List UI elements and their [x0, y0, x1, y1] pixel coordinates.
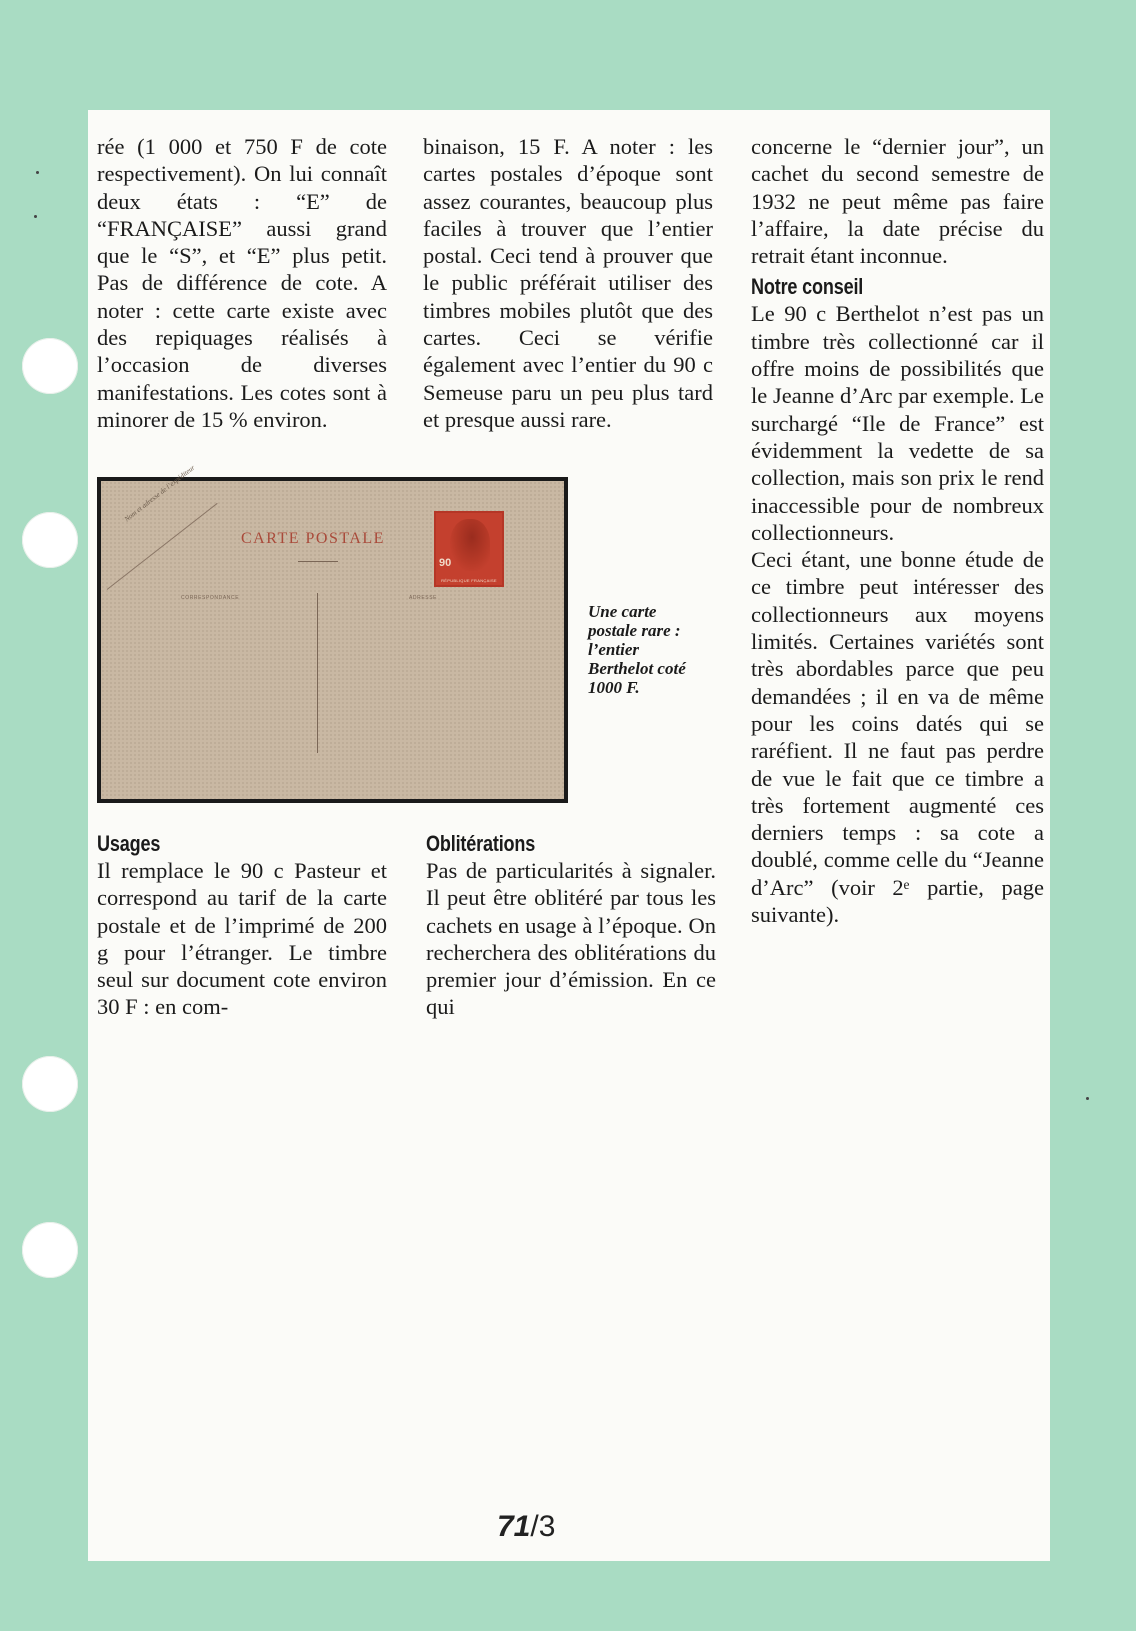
paragraph: concerne le “dernier jour”, un cachet du second semestre de 1932 ne peut même pas faire l’affaire, la date précise du retrait étant inconnue. [751, 134, 1044, 269]
speck [34, 215, 37, 218]
postcard-sender-text: Nom et adresse de l’expéditeur [123, 463, 197, 524]
speck [1086, 1097, 1089, 1100]
figure-caption: Une carte postale rare : l’entier Berthelot coté 1000 F. [588, 602, 686, 697]
postcard-adresse-label: ADRESSE [409, 595, 438, 601]
postcard-correspondance-label: CORRESPONDANCE [181, 595, 240, 601]
page-number-separator: / [530, 1510, 539, 1543]
paragraph: Pas de particularités à signaler. Il peut être oblitéré par tous les cachets en usage à l’époque. On recherchera des oblitérations du premier jour d’émission. En ce qui [426, 858, 716, 1020]
left-column-top [97, 133, 387, 433]
stamp-value: 90 [439, 557, 452, 569]
page-number [497, 1510, 555, 1544]
binder-hole [22, 512, 78, 568]
stamp-country: RÉPUBLIQUE FRANÇAISE [441, 578, 497, 583]
binder-hole [22, 1222, 78, 1278]
section-heading-obliterations: Oblitérations [426, 831, 536, 856]
paragraph: Ceci étant, une bonne étude de ce timbre peut intéresser des collectionneurs aux moyens limités. Certaines variétés sont très abordables parce que peu demandées ; il en va de même pour les coins datés qui se raréfient. Il ne faut pas perdre de vue le fait que ce timbre a très fortement augmenté ces derniers temps : sa cote a doublé, comme celle du “Jeanne d’Arc” (voir 2ᵉ partie, page suivante). [751, 547, 1044, 928]
page-number-part: 3 [538, 1510, 556, 1543]
binder-hole [22, 338, 78, 394]
paragraph: Le 90 c Berthelot n’est pas un timbre très collectionné car il offre moins de possibilités que le Jeanne d’Arc par exemple. Le surchargé “Ile de France” est évidemment la vedette de sa collection, mais son prix le rend inaccessible pour de nombreux collectionneurs. [751, 301, 1044, 545]
postcard-image [101, 463, 564, 799]
middle-column-top [423, 133, 713, 433]
left-column-bottom [97, 830, 387, 1021]
postcard-divider [298, 561, 338, 562]
stamp [434, 511, 504, 587]
postcard-photo [97, 463, 568, 803]
right-column [751, 133, 1044, 928]
section-heading-usages: Usages [97, 831, 161, 856]
stamp-portrait [450, 519, 490, 571]
postcard-title: CARTE POSTALE [241, 530, 385, 547]
paragraph: Il remplace le 90 c Pasteur et correspond au tarif de la carte postale et de l’imprimé de 200 g pour l’étranger. Le timbre seul sur document cote environ 30 F : en com- [97, 858, 387, 1020]
binder-hole [22, 1056, 78, 1112]
postcard-center-line [317, 593, 318, 753]
speck [36, 171, 39, 174]
page-number-main: 71 [497, 1510, 531, 1543]
paragraph: binaison, 15 F. A noter : les cartes postales d’époque sont assez courantes, beaucoup plus faciles à trouver que l’entier postal. Ceci tend à prouver que le public préférait utiliser des timbres mobiles plutôt que des cartes. Ceci se vérifie également avec l’entier du 90 c Semeuse paru un peu plus tard et presque aussi rare. [423, 134, 713, 432]
middle-column-bottom [426, 830, 716, 1021]
paragraph: rée (1 000 et 750 F de cote respectivement). On lui connaît deux états : “E” de “FRANÇAISE” aussi grand que le “S”, et “E” plus petit. Pas de différence de cote. A noter : cette carte existe avec des repiquages réalisés à l’occasion de diverses manifestations. Les cotes sont à minorer de 15 % environ. [97, 134, 387, 432]
section-heading-conseil: Notre conseil [751, 274, 864, 300]
